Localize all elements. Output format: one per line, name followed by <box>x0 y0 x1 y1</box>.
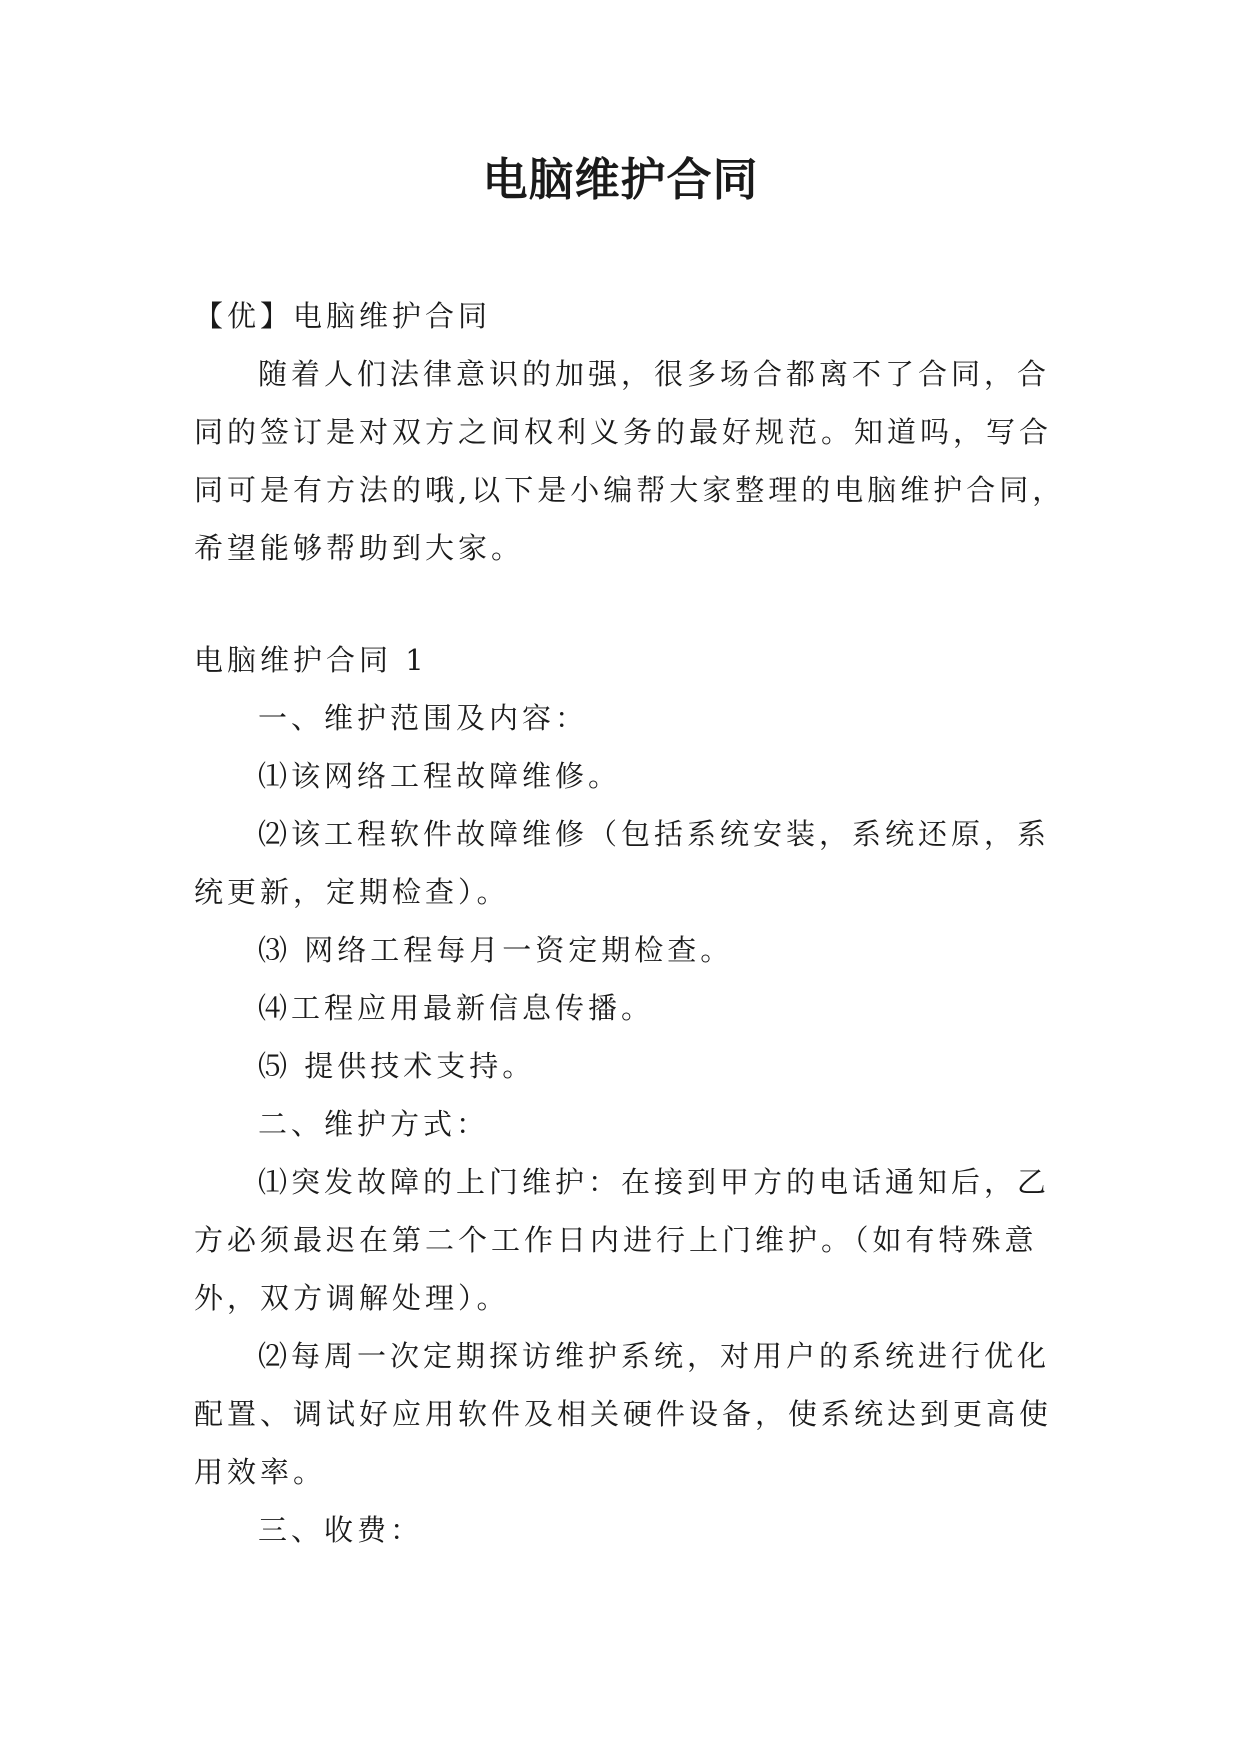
document-title: 电脑维护合同 <box>482 153 759 206</box>
section-title: 电脑维护合同 1 <box>194 643 428 677</box>
clause-item: ⑸ 提供技术支持。 <box>258 1049 536 1083</box>
clause-heading: 二、维护方式： <box>258 1107 490 1141</box>
clause-item: ⑴该网络工程故障维修。 <box>258 759 622 793</box>
clause-item: ⑵每周一次定期探访维护系统，对用户的系统进行优化 <box>258 1339 1051 1373</box>
clause-item: ⑷工程应用最新信息传播。 <box>258 991 655 1025</box>
clause-item: ⑶ 网络工程每月一资定期检查。 <box>258 933 734 967</box>
intro-line: 同的签订是对双方之间权利义务的最好规范。知道吗，写合 <box>194 415 1053 449</box>
clause-item-continued: 统更新，定期检查）。 <box>194 875 510 909</box>
intro-line: 希望能够帮助到大家。 <box>194 531 525 565</box>
clause-item-continued: 外，双方调解处理）。 <box>194 1281 510 1315</box>
intro-line: 同可是有方法的哦,以下是小编帮大家整理的电脑维护合同， <box>194 473 1066 507</box>
subtitle: 【优】电脑维护合同 <box>194 299 492 333</box>
clause-item-continued: 方必须最迟在第二个工作日内进行上门维护。（如有特殊意 <box>194 1223 1038 1257</box>
clause-item-continued: 用效率。 <box>194 1455 327 1489</box>
clause-heading: 三、收费： <box>258 1513 424 1547</box>
clause-item: ⑴突发故障的上门维护：在接到甲方的电话通知后，乙 <box>258 1165 1051 1199</box>
clause-item: ⑵该工程软件故障维修（包括系统安装，系统还原，系 <box>258 817 1051 851</box>
clause-heading: 一、维护范围及内容： <box>258 701 589 735</box>
contract-body <box>194 631 1054 1559</box>
intro-block <box>194 287 1066 577</box>
intro-line: 随着人们法律意识的加强，很多场合都离不了合同，合 <box>258 357 1051 391</box>
clause-item-continued: 配置、调试好应用软件及相关硬件设备，使系统达到更高使 <box>194 1397 1053 1431</box>
